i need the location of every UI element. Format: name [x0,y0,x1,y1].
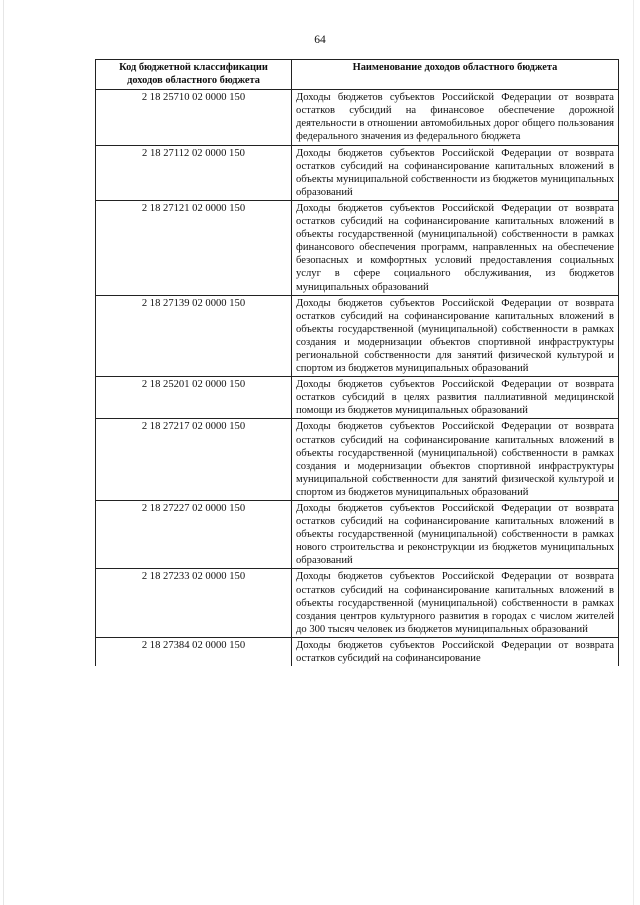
budget-revenue-table [95,59,619,666]
revenue-name: Доходы бюджетов субъектов Российской Федерации от возврата остатков субсидий на софинансирование капитальных вложений в объекты государственной (муниципальной) собственности в рамках создания и модернизации объектов спортивной инфраструктуры региональной собственности для занятий физической культурой и спортом из бюджетов муниципальных образований [292,295,619,377]
page-number: 64 [314,34,326,46]
table-row [96,295,619,377]
classification-code: 2 18 25201 02 0000 150 [96,377,292,419]
classification-code: 2 18 27112 02 0000 150 [96,145,292,200]
revenue-name: Доходы бюджетов субъектов Российской Федерации от возврата остатков субсидий на софинансирование капитальных вложений в объекты государственной (муниципальной) собственности в рамках создания и модернизации объектов спортивной инфраструктуры муниципальной собственности для занятий физической культурой и спортом из бюджетов муниципальных образований [292,419,619,501]
table-row [96,200,619,295]
header-code-column: Код бюджетной классификации доходов областного бюджета [96,60,292,90]
table-row [96,419,619,501]
classification-code: 2 18 25710 02 0000 150 [96,90,292,145]
revenue-name: Доходы бюджетов субъектов Российской Федерации от возврата остатков субсидий на софинансирование капитальных вложений в объекты государственной (муниципальной) собственности в рамках создания центров культурного развития в городах с числом жителей до 300 тысяч человек из бюджетов муниципальных образований [292,569,619,637]
table-row [96,569,619,637]
classification-code: 2 18 27139 02 0000 150 [96,295,292,377]
classification-code: 2 18 27217 02 0000 150 [96,419,292,501]
revenue-name: Доходы бюджетов субъектов Российской Федерации от возврата остатков субсидий на софинансирование капитальных вложений в объекты государственной (муниципальной) собственности в рамках финансового обеспечения программ, направленных на обеспечение безопасных и комфортных условий предоставления социальных услуг в сфере социального обслуживания, из бюджетов муниципальных образований [292,200,619,295]
table-row [96,145,619,200]
revenue-name: Доходы бюджетов субъектов Российской Федерации от возврата остатков субсидий на софинансирование капитальных вложений в объекты муниципальной собственности из бюджетов муниципальных образований [292,145,619,200]
header-name-column: Наименование доходов областного бюджета [292,60,619,90]
classification-code: 2 18 27121 02 0000 150 [96,200,292,295]
scan-edge-right [633,0,634,905]
revenue-name: Доходы бюджетов субъектов Российской Федерации от возврата остатков субсидий на софинансирование капитальных вложений в объекты государственной (муниципальной) собственности в рамках нового строительства и реконструкции из бюджетов муниципальных образований [292,501,619,569]
revenue-name: Доходы бюджетов субъектов Российской Федерации от возврата остатков субсидий на финансовое обеспечение дорожной деятельности в отношении автомобильных дорог общего пользования федерального значения из федерального бюджета [292,90,619,145]
classification-code: 2 18 27233 02 0000 150 [96,569,292,637]
table-row [96,637,619,666]
scan-edge-left [3,0,4,905]
table-row [96,377,619,419]
table-row [96,501,619,569]
table-header-row [96,60,619,90]
classification-code: 2 18 27227 02 0000 150 [96,501,292,569]
revenue-name: Доходы бюджетов субъектов Российской Федерации от возврата остатков субсидий на софинансирование [292,637,619,666]
classification-code: 2 18 27384 02 0000 150 [96,637,292,666]
table-row [96,90,619,145]
revenue-name: Доходы бюджетов субъектов Российской Федерации от возврата остатков субсидий в целях развития паллиативной медицинской помощи из бюджетов муниципальных образований [292,377,619,419]
